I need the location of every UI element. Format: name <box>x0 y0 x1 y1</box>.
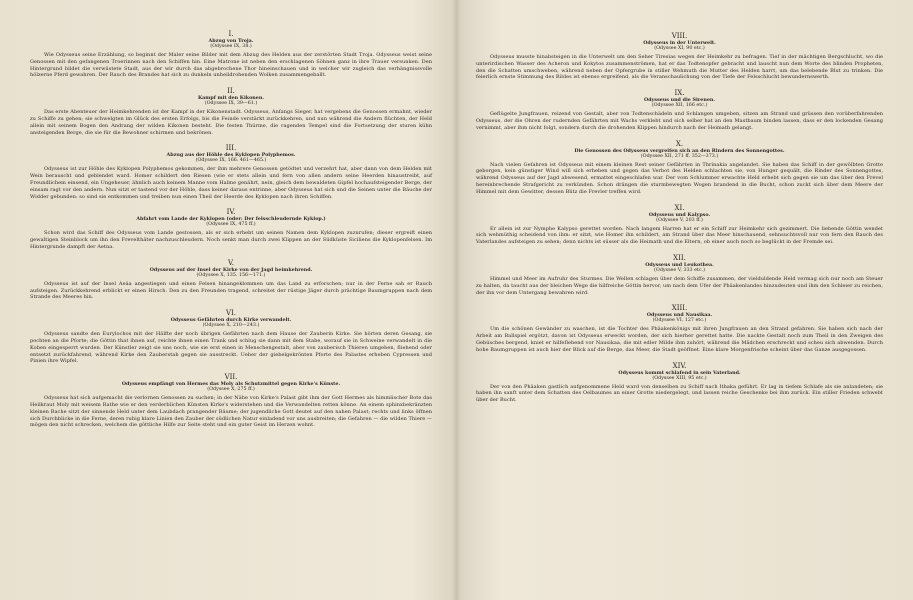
section-13 <box>476 304 883 353</box>
section-text: Geflügelte Jungfrauen, reizend von Gestalt, aber von Todtenschädeln und Schlangen umgeben, sitzen am Strand und grüssen den vorüberfahrenden Odysseus, der die Ohren der rudernden Gefährten mit Wachs verklebt und sich selber hat an den Mastbaum binden lassen, dass er den lockenden Gesang vernimmt, aber ihm nicht folgt, sondern durch die drohenden Klippen hindurch nach der Heimath gelangt. <box>476 111 883 131</box>
section-title: Die Genossen des Odysseus vergreifen sich an den Rindern des Sonnengottes. <box>574 147 785 154</box>
section-text: Himmel und Meer im Aufruhr des Sturmes. Die Wellen schlagen über dem Schiffe zusammen, der vielduldende Held vermag sich nur noch am Steuer zu halten, da taucht aus der bleichen Wege die hilfreiche Göttin hervor, um nach dem Ufer der Phäakenlandes hinzudeuten und ihm den Schleier zu reichen, der ihn vor dem Untergang bewahren wird. <box>476 275 883 296</box>
section-title: Abzug von Troja. <box>208 38 254 44</box>
section-title: Odysseus und die Sirenen. <box>643 97 716 104</box>
section-title: Odysseus empfängt von Hermes das Moly als Schutzmittel gegen Kirke's Künste. <box>121 381 341 388</box>
section-14 <box>476 362 883 404</box>
section-reference: (Odyssee IX, 39—61.) <box>204 101 258 107</box>
section-number: I. <box>228 30 234 38</box>
section-reference: (Odyssee V, 333 etc.) <box>654 267 705 273</box>
section-reference: (Odyssee X, 135. 156—171.) <box>196 272 266 278</box>
section-number: XIV. <box>672 361 687 370</box>
section-text: Odysseus sandte den Eurylochos mit der Hälfte der noch übrigen Gefährten nach dem Hause der Zauberin Kirke. Sie hörten deren Gesang, sie pochten an die Pforte; die Göttin that ihnen auf, reichte ihnen einen Trank und schlug sie dann mit dem Stabe, worauf sie in Schweine verwandelt in die Koben eingesperrt wurden. Der Künstler zeigt sie uns noch, wie sie erst einen in Menschengestalt, aber von zauberisch Thieren umgeben, fliehend oder entsetzt zurückfahrend, während Kirke den Zauberstab gegen sie ausstreckt. Ueber der giebelgekrönten Pforte des Palastes erheben Cypressen und Pinien ihre Wipfel. <box>30 331 432 365</box>
section-number: II. <box>227 87 235 96</box>
section-text: Odysseus ist auf der Insel Aeäa angestiegen und einen Felsen hinangeklommen um das Land zu erforschen; nur in der Ferne sah er Rauch aufsteigen. Zurückkehrend erblickt er einen Hirsch. Den zu den Freunden tragend, schreitet der rüstige Jäger durch prächtige Baumgruppen nach dem Strande des Meeres hin. <box>30 280 432 301</box>
section-title: Odysseus und Nausikaa. <box>646 312 713 319</box>
section-reference: (Odyssee X, 210—243.) <box>202 323 260 329</box>
section-number: XII. <box>673 253 686 262</box>
section-reference: (Odyssee IX, 38.) <box>210 44 252 49</box>
section-reference: (Odyssee XI, 90 etc.) <box>654 46 705 51</box>
section-8 <box>476 32 883 81</box>
section-number: X. <box>675 139 684 148</box>
section-number: V. <box>227 258 235 267</box>
section-reference: (Odyssee XII, 166 etc.) <box>651 103 708 109</box>
section-title: Abfahrt vom Lande der Kyklopen (oder: Der felsschleudernde Kyklop.) <box>136 216 326 223</box>
section-text: Er allein ist zur Nymphe Kalypso gerettet worden. Nach langem Harren hat er ein Schiff zur Heimkehr sich gezimmert. Die liebende Göttin wendet sich wehmüthig scheidend von ihm: er sitzt, wie Homer ihn schildert, am Strand über das Meer hinschauend, sehnsuchtsvoll nur von fern den Rauch des Vaterlandes aufsteigen zu sehen; denn nichts ist süsser als die Heimath und die Eltern, ob einer auch noch so beglückt in der Fremde sei. <box>476 225 883 246</box>
section-title: Abzug aus der Höhle des Kyklopen Polyphemos. <box>166 152 296 159</box>
section-number: IV. <box>226 208 236 217</box>
section-title: Odysseus Gefährten durch Kirke verwandelt. <box>170 317 292 324</box>
section-reference: (Odyssee IX, 475 ff.) <box>206 222 256 228</box>
section-10 <box>476 140 883 196</box>
section-reference: (Odyssee VI, 127 etc.) <box>652 318 707 324</box>
left-page <box>0 0 452 600</box>
section-text: Wie Odysseus seine Erzählung, so beginnt der Maler seine Bilder mit dem Abzug des Helden aus der zerstörten Stadt Troja. Odysseus weist seine Genossen mit den gefangenen Troerinnen nach den Schiffen hin. Eine Matrone ist neben den erschlagenen Söhnen ganz in ihre Trauer versunken. Den Hintergrund bildet die verwüstete Stadt, aus der wir durch das abgebrochene Thor hineinschauen und in welcher wir zugleich das verhängnissvolle hölzerne Pferd gewahren. Der Rauch des Brandes hat sich zu dunkeln unheildrohenden Wolken zusammengeballt. <box>30 52 432 79</box>
section-text: Schon wird das Schiff des Odysseus vom Lande gestossen, als er sich erhebt um seinen Namen dem Kyklopen zuzurufen; dieser ergreift einen gewaltigen Steinblock um ihn den Frevelthäter nachzuschleudern. Noch senkt man durch zwei Klippen an der Südküste Siciliens die Kyklopenfelsen. Im Hintergrunde dampft der Aetna. <box>30 230 432 250</box>
section-title: Odysseus und Kalypso. <box>648 211 711 218</box>
section-title: Odysseus kommt schlafend in sein Vaterland. <box>618 369 741 376</box>
section-6 <box>30 309 432 365</box>
section-title: Kampf mit den Kikonen. <box>198 95 264 102</box>
section-5 <box>30 259 432 301</box>
section-text: Das erste Abenteuer der Heimkehrenden ist der Kampf in der Kikonenstadt. Odysseus, Anfangs Sieger, hat vergebens die Genossen ermahnt, wieder zu Schiffe zu gehen; sie schwelgten im Glück des ersten Erfolgs, bis die Feinde verstärkt zurückkehren, und nun während die Andern flüchten, der Held allein mit seinem Bogen den Andrang der wilden Kikonen besteht. Die festen Thürme, die ragenden Tempel sind die Fortsetzung der sturen kühn ansteigenden Berge, die sie für die Bewohner schirmen und bekrönen. <box>30 109 432 136</box>
section-number: IX. <box>674 89 685 98</box>
section-number: III. <box>225 144 237 153</box>
section-text: Odysseus ist zur Höhle des Kyklopen Polyphemos gekommen, der ihm mehrere Genossen getödtet und verzehrt hat, aber dann von dem Helden mit Wein berauscht und geblendet ward. Homer schildert den Riesen (wie er stets allein und fern von allen andern seine Heerden hinaustreibt, auf Freundlichem einsend, ein Ungeheuer, ähnlich auch keinem Manne vom Halme genährt, nein, gleich dem bewaldeten Gipfel hochaufsteigender Berge, der einsam ragt vor den andern. Nun sitzt er tastend vor der Höhle, dass keiner daraus entrinne, aber Odysseus hat sich und die Seinen unter die Bäuche der Widder gebunden: so sind sie entkommen und treiben nun einen Theil der Heerde des Kyklopen nach ihren Schiffen. <box>30 166 432 200</box>
section-reference: (Odyssee XII, 271 ff. 352—373.) <box>640 153 719 159</box>
section-1 <box>30 30 432 79</box>
section-11 <box>476 204 883 246</box>
section-title: Odysseus in der Unterwelt. <box>643 40 716 46</box>
section-12 <box>476 254 883 296</box>
section-reference: (Odyssee V, 203 ff.) <box>656 217 703 223</box>
section-number: XI. <box>674 203 685 212</box>
section-text: Odysseus hat sich aufgemacht die verlornen Genossen zu suchen; in der Nähe von Kirke's Palast gibt ihm der Gott Hermes als himmlischer Bote das Heilkraut Moly mit weisem Rathe wie er den verderblichen Künsten Kirke's widerstehen und die Verwandelten retten könne. An einem sphinxbekränzten kleinen Bache sitzt der sinnende Held unter dem Laubdach prangender Bäume; der jugendliche Gott deutet auf den nahen Palast; rechts und links öffnen sich Durchblicke in die Ferne, deren ruhig klare Linien den Zauber der südlichen Natur einladend vor uns ausbreiten; die Gefahren — die wilden Thiere — mögen den nicht schrecken, welchem die göttliche Hilfe zur Seite steht und ein guter Geist im Herzen wohnt. <box>30 395 432 429</box>
section-text: Der von den Phäaken gastlich aufgenommene Held ward von denselben zu Schiff nach Ithaka geführt. Er lag in tiefem Schlafe als sie anlandeten; sie haben ihn sanft unter dem Schatten des Oelbaumes an einer Grotte niedergelegt, und lassen reiche Geschenke bei ihm zurück. Ein stiller Frieden schwebt über der Bucht. <box>476 383 883 404</box>
section-text: Odysseus musste hinabsteigen in die Unterwelt um den Seher Tiresias wegen der Heimkehr zu befragen. Tief in der mächtigen Bergschlucht, wo die unterirdischen Wasser des Acheron und Kokytos zusammenströmen, hat er das Todtenopfer gebracht und lauscht nun dem Worte des blinden Propheten, den die Schatten umschweben, während neben der Opfergrube in stiller Wehmuth die Mutter des Helden harrt, um das belebende Blut zu trinken. Die feierlich ernste Stimmung des Bildes ist ebenso ergreifend, als die Veranschaulichung von der Tiefe der Felsschlucht bewundernswerth. <box>476 54 883 81</box>
section-reference: (Odyssee XIII, 95 etc.) <box>652 375 707 381</box>
section-9 <box>476 89 883 131</box>
section-number: VII. <box>224 373 238 382</box>
section-reference: (Odyssee X, 275 ff.) <box>207 387 255 393</box>
section-title: Odysseus auf der Insel der Kirke von der Jagd heimkehrend. <box>149 266 313 273</box>
section-3 <box>30 144 432 200</box>
section-7 <box>30 373 432 429</box>
section-number: VI. <box>225 309 237 318</box>
section-2 <box>30 87 432 136</box>
section-number: VIII. <box>671 32 688 40</box>
section-4 <box>30 208 432 250</box>
section-number: XIII. <box>671 304 688 313</box>
right-page <box>460 0 913 600</box>
section-text: Um die schönen Gewänder zu waschen, ist die Tochter des Phäakenkönigs mit ihren Jungfrauen an den Strand gefahren. Sie haben sich nach der Arbeit am Ballspiel ergötzt, davon ist Odysseus erweckt worden, der sich hierher gerettet hatte. Die nackte Gestalt noch zum Theil in den Zweigen des Gebüsches bergend, kniet er hilfeflehend vor Nausikaa, die mit edler Milde ihm zuhört, während die Mädchen erschreckt und scheu sich abwenden. Durch hohe Baumgruppen ist auch hier der Blick auf die Berge, das Meer, die Stadt geöffnet. Eine klare Morgenfrische scheint über das Ganze ausgegossen. <box>476 326 883 353</box>
section-title: Odysseus und Leukothea. <box>645 261 714 268</box>
section-text: Nach vielen Gefahren ist Odysseus mit einem kleinen Rest seiner Gefährten in Thrinakia angelandet. Sie haben das Schiff in der gewölbten Grotte geborgen, kein günstiger Wind will sich erheben und gegen das Verbot des Helden schlachten sie, von Hunger gequält, die Rinder des Sonnengottes, während Odysseus auf der Jagd abwesend, ermattet eingeschlafen war. Der vom Schlummer erwachte Held erhebt sich gegen sie um das über den Frevel hereinbrechende Strafgericht zu verkünden. Schon drängen die sturmbewegten Wogen brandend in die Bucht, schon zuckt sich über dem Meere der Himmel mit dem Gewitter, dessen Blitz die Frevler treffen wird. <box>476 161 883 195</box>
section-reference: (Odyssee IX, 166. 461—465.) <box>195 158 267 164</box>
